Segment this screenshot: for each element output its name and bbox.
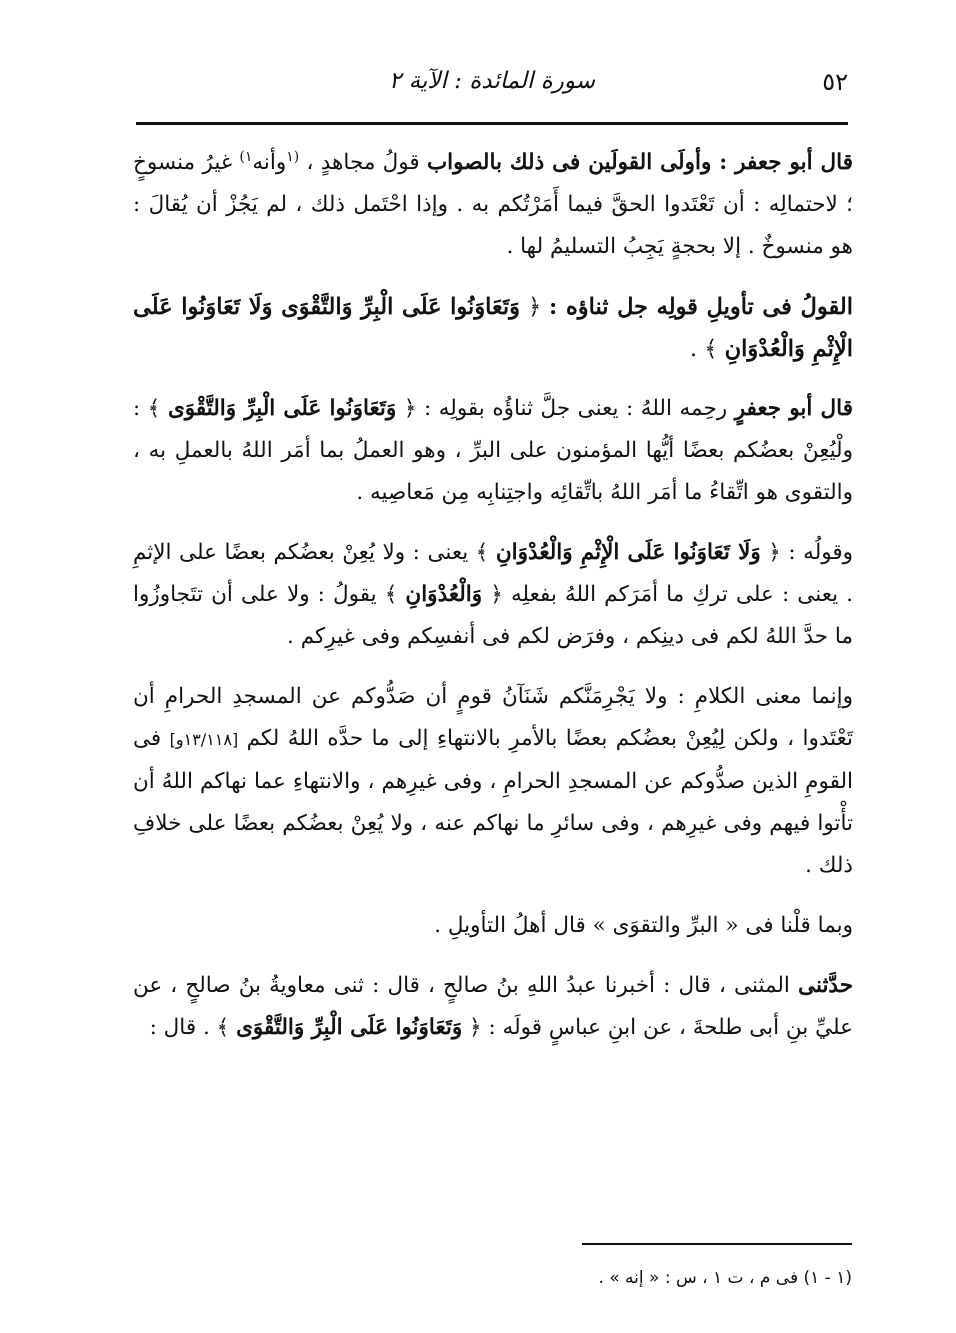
quran-bracket-close: ﴾	[216, 1015, 237, 1040]
quran-verse: وَالْعُدْوَانِ	[405, 582, 483, 607]
paragraph-text: : ولْيُعِنْ بعضُكم بعضًا أيُّها المؤمنون على البرِّ ، وهو العملُ بما أمَر اللهُ بالعملِ به ، والتقوى هو اتِّقاءُ ما أمَر اللهُ باتِّقائِه واجتِنابِه مِن مَعاصِيه .	[133, 396, 853, 505]
manuscript-reference: [١٣/١١٨و]	[169, 730, 239, 749]
running-title: سورة المائدة : الآية ٢	[388, 68, 596, 94]
paragraph-6	[133, 905, 853, 947]
paragraph-lead: قال أبو جعفرٍ	[734, 396, 854, 421]
page-body	[133, 142, 853, 1067]
paragraph-text: غيرُ منسوخٍ ؛ لاحتمالِه : أن تَعْتَدوا الحقَّ فيما أَمَرْتُكم به . وإذا احْتَمل ذلك ، لم يَجُزْ أن يُقالَ : هو منسوخٌ . إلا بحجةٍ يَجِبُ التسليمُ لها .	[133, 150, 853, 259]
paragraph-text: وإنما معنى الكلامِ : ولا يَجْرِمَنَّكم شَنَآنُ قومٍ أن صَدُّوكم عن المسجدِ الحرامِ أن تَعْتَدوا ، ولكن لِيُعِنْ بعضُكم بعضًا بالأمرِ بالانتهاءِ إلى ما حدَّه اللهُ لكم	[133, 684, 853, 751]
quran-bracket-close: ﴾	[475, 540, 496, 565]
paragraph-5	[133, 676, 853, 887]
paragraph-lead: قال أبو جعفر : وأولَى القولَين فى ذلك بالصواب	[426, 150, 853, 175]
quran-verse: وَلَا تَعَاوَنُوا عَلَى الْإِثْمِ وَالْعُدْوَانِ	[495, 540, 761, 565]
footnote-marker-open: (١	[286, 148, 300, 165]
page-header	[136, 64, 848, 104]
paragraph-text: المثنى ، قال : أخبرنا عبدُ اللهِ بنُ صالحٍ ، قال : ثنى معاويةُ بنُ صالحٍ ، عن عليِّ بنِ أبى طلحةَ ، عن ابنِ عباسٍ قولَه :	[133, 973, 853, 1040]
quran-bracket-open: ﴿	[520, 294, 550, 320]
paragraph-text: وأنه	[252, 150, 287, 175]
quran-bracket-open: ﴿	[462, 1015, 482, 1040]
quran-bracket-open: ﴿	[482, 582, 503, 607]
paragraph-4	[133, 532, 853, 658]
paragraph-7	[133, 965, 853, 1049]
paragraph-text: قولُ مجاهدٍ ،	[299, 150, 427, 175]
quran-bracket-open: ﴿	[396, 396, 417, 421]
header-rule	[136, 122, 848, 125]
footnote: (١ - ١) فى م ، ت ١ ، س : « إنه » .	[598, 1268, 852, 1288]
paragraph-text: رحِمه اللهُ : يعنى جلَّ ثناؤُه بقولِه :	[416, 396, 735, 421]
paragraph-text: يعنى : ولا يُعِنْ بعضُكم بعضًا على الإثمِ . يعنى : على تركِ ما أمَرَكم اللهُ بفعلِه	[133, 540, 854, 607]
paragraph-text: يقولُ : ولا على أن تتَجاوزُوا ما حدَّ اللهُ لكم فى دينِكم ، وفرَض لكم فى أنفسِكم وفى غيرِكم .	[133, 582, 853, 649]
paragraph-lead: حدَّثنى	[798, 973, 853, 998]
quran-verse: وَتَعَاوَنُوا عَلَى الْبِرِّ وَالتَّقْوَى وَلَا تَعَاوَنُوا عَلَى الْإِثْمِ وَالْعُدْوَانِ	[133, 294, 853, 362]
quran-bracket-close: ﴾ .	[689, 336, 725, 362]
paragraph-2	[133, 286, 853, 370]
quran-verse: وَتَعَاوَنُوا عَلَى الْبِرِّ وَالتَّقْوَى	[167, 396, 397, 421]
quran-bracket-close: ﴾	[384, 582, 406, 607]
paragraph-text: وبما قلْنا فى « البرِّ والتقوَى » قال أهلُ التأويلِ .	[434, 913, 853, 938]
paragraph-text: وقولُه :	[780, 540, 854, 565]
paragraph-1	[133, 142, 853, 268]
page-number: ٥٢	[822, 68, 848, 96]
paragraph-3	[133, 388, 853, 514]
paragraph-text: . قال :	[149, 1015, 217, 1040]
paragraph-text: فى القومِ الذين صدُّوكم عن المسجدِ الحرامِ ، وفى غيرِهم ، والانتهاءِ عما نهاكم اللهُ أن تأْتوا فيهم وفى غيرِهم ، وفى سائرِ ما نهاكم عنه ، ولا يُعِنْ بعضُكم بعضًا على خلافِ ذلك .	[133, 726, 853, 878]
quran-bracket-open: ﴿	[760, 540, 781, 565]
section-heading: القولُ فى تأويلِ قولِه جل ثناؤه :	[549, 294, 853, 320]
quran-bracket-close: ﴾	[147, 396, 168, 421]
quran-verse: وَتَعَاوَنُوا عَلَى الْبِرِّ وَالتَّقْوَى	[236, 1015, 463, 1040]
footnote-rule	[582, 1243, 852, 1245]
footnote-marker-close: ١)	[239, 148, 253, 165]
